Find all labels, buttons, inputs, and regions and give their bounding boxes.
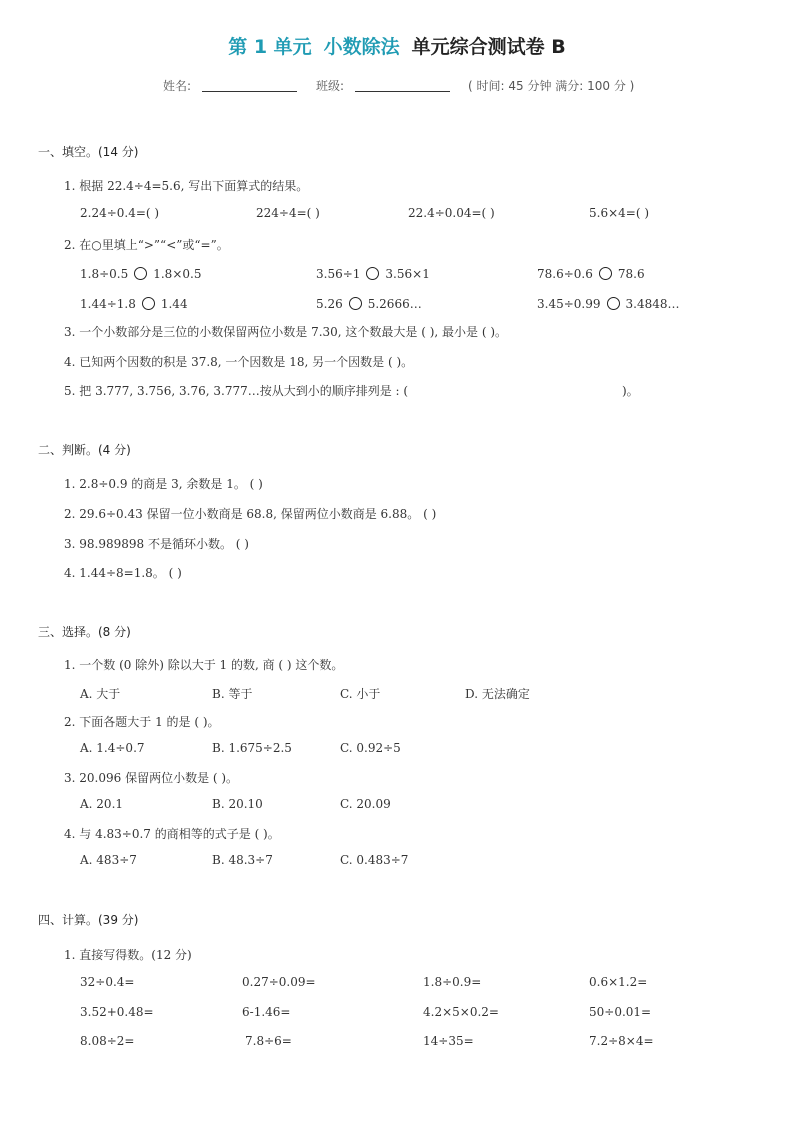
calc-item: 7.2÷8×4= [589,1034,654,1048]
judge-item: 2. 29.6÷0.43 保留一位小数商是 68.8, 保留两位小数商是 6.88。 ( ) [64,507,437,521]
calc-item: 3.52+0.48= [80,1005,154,1019]
compare-item: 5.26 5.2666… [316,297,422,311]
compare-circle[interactable] [366,267,379,280]
blank-item: 22.4÷0.04=( ) [408,206,495,220]
choice-option: C. 20.09 [340,797,391,811]
question-text: 2. 下面各题大于 1 的是 ( )。 [64,715,220,729]
compare-item: 1.8÷0.5 1.8×0.5 [80,267,202,281]
calc-item: 14÷35= [423,1034,474,1048]
time-score-info: ( 时间: 45 分钟 满分: 100 分 ) [468,79,635,93]
question-text: 2. 在○里填上“>”“<”或“=”。 [64,238,229,252]
compare-item: 78.6÷0.6 78.6 [537,267,645,281]
choice-option: A. 483÷7 [80,853,137,867]
choice-option: D. 无法确定 [465,687,530,701]
calc-item: 0.6×1.2= [589,975,648,989]
calc-item: 0.27÷0.09= [242,975,316,989]
calc-item: 7.8÷6= [245,1034,292,1048]
page-title [0,32,794,59]
title-unit: 第 1 单元 [228,36,312,58]
compare-circle[interactable] [607,297,620,310]
judge-item: 1. 2.8÷0.9 的商是 3, 余数是 1。 ( ) [64,477,263,491]
compare-circle[interactable] [134,267,147,280]
choice-option: A. 1.4÷0.7 [80,741,145,755]
question-text: 4. 已知两个因数的积是 37.8, 一个因数是 18, 另一个因数是 ( )。 [64,355,414,369]
class-label: 班级: [316,79,345,93]
question-text: 1. 根据 22.4÷4=5.6, 写出下面算式的结果。 [64,179,309,193]
calc-item: 6-1.46= [242,1005,291,1019]
judge-item: 4. 1.44÷8=1.8。 ( ) [64,566,182,580]
calc-item: 8.08÷2= [80,1034,135,1048]
question-text: 3. 20.096 保留两位小数是 ( )。 [64,771,239,785]
compare-circle[interactable] [349,297,362,310]
choice-option: C. 0.483÷7 [340,853,409,867]
compare-circle[interactable] [142,297,155,310]
compare-circle[interactable] [599,267,612,280]
compare-item: 3.45÷0.99 3.4848… [537,297,680,311]
choice-option: B. 20.10 [212,797,263,811]
name-field[interactable] [202,91,297,92]
calc-item: 32÷0.4= [80,975,135,989]
title-test: 单元综合测试卷 B [411,36,566,58]
section-heading: 三、选择。(8 分) [38,625,131,639]
choice-option: A. 大于 [80,687,121,701]
blank-item: 5.6×4=( ) [589,206,650,220]
section-heading: 二、判断。(4 分) [38,443,131,457]
question-text: 3. 一个小数部分是三位的小数保留两位小数是 7.30, 这个数最大是 ( ), 最小是 ( )。 [64,325,508,339]
name-label: 姓名: [163,79,192,93]
question-text: 4. 与 4.83÷0.7 的商相等的式子是 ( )。 [64,827,280,841]
calc-item: 4.2×5×0.2= [423,1005,499,1019]
choice-option: C. 0.92÷5 [340,741,401,755]
calc-item: 50÷0.01= [589,1005,652,1019]
calc-item: 1.8÷0.9= [423,975,482,989]
section-heading: 一、填空。(14 分) [38,145,139,159]
section-heading: 四、计算。(39 分) [38,913,139,927]
question-text: 5. 把 3.777, 3.756, 3.76, 3.777…按从大到小的顺序排列是 : ( [64,384,409,398]
question-text-end: )。 [622,384,639,398]
judge-item: 3. 98.989898 不是循环小数。 ( ) [64,537,249,551]
compare-item: 1.44÷1.8 1.44 [80,297,188,311]
class-field[interactable] [355,91,450,92]
blank-item: 2.24÷0.4=( ) [80,206,160,220]
question-text: 1. 直接写得数。(12 分) [64,948,192,962]
choice-option: B. 1.675÷2.5 [212,741,292,755]
choice-option: A. 20.1 [80,797,124,811]
question-text: 1. 一个数 (0 除外) 除以大于 1 的数, 商 ( ) 这个数。 [64,658,344,672]
title-topic: 小数除法 [323,36,400,58]
blank-item: 224÷4=( ) [256,206,320,220]
choice-option: C. 小于 [340,687,381,701]
choice-option: B. 等于 [212,687,253,701]
choice-option: B. 48.3÷7 [212,853,273,867]
compare-item: 3.56÷1 3.56×1 [316,267,430,281]
